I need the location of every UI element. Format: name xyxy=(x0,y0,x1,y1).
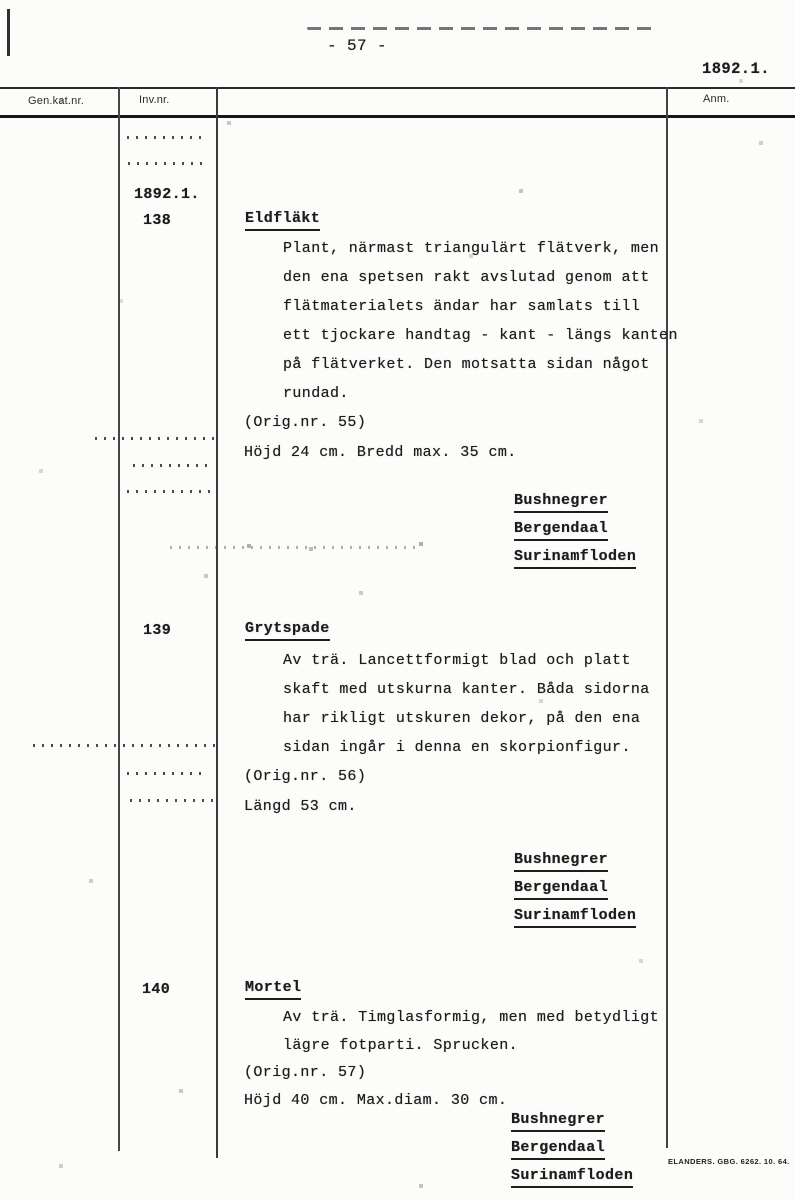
provenance-line: Surinamfloden xyxy=(511,1166,633,1188)
description-line: har rikligt utskuren dekor, på den ena xyxy=(283,710,641,727)
description-line: den ena spetsen rakt avslutad genom att xyxy=(283,269,650,286)
dimensions: Längd 53 cm. xyxy=(244,798,357,815)
provenance-line: Bushnegrer xyxy=(511,1110,605,1132)
column-header-gen-kat-nr: Gen.kat.nr. xyxy=(28,95,85,107)
dotted-leader xyxy=(128,162,202,165)
scan-edge-mark xyxy=(7,9,10,56)
description-line: sidan ingår i denna en skorpionfigur. xyxy=(283,739,631,756)
column-divider-1 xyxy=(118,87,120,1151)
dotted-leader xyxy=(127,772,207,775)
description-line: ett tjockare handtag - kant - längs kanten xyxy=(283,327,678,344)
entry-inv-nr: 139 xyxy=(143,622,172,639)
description-line: Av trä. Timglasformig, men med betydligt xyxy=(283,1009,660,1026)
orig-nr: (Orig.nr. 55) xyxy=(244,414,367,431)
dotted-leader xyxy=(170,546,420,549)
description-line: skaft med utskurna kanter. Båda sidorna xyxy=(283,681,650,698)
description-line: lägre fotparti. Sprucken. xyxy=(283,1037,519,1054)
entry-title: Grytspade xyxy=(245,619,330,641)
dotted-leader xyxy=(95,437,217,440)
description-line: rundad. xyxy=(283,385,349,402)
entry-inv-nr: 138 xyxy=(143,212,172,229)
description-line: Av trä. Lancettformigt blad och platt xyxy=(283,652,631,669)
column-divider-3 xyxy=(666,87,668,1148)
collection-number-top: 1892.1. xyxy=(702,60,770,78)
dotted-leader xyxy=(127,136,207,139)
provenance-line: Bergendaal xyxy=(514,878,608,900)
dotted-leader xyxy=(133,464,207,467)
orig-nr: (Orig.nr. 57) xyxy=(244,1064,367,1081)
dimensions: Höjd 24 cm. Bredd max. 35 cm. xyxy=(244,444,517,461)
provenance-line: Bergendaal xyxy=(514,519,608,541)
entry-inv-nr: 140 xyxy=(142,981,171,998)
description-line: på flätverket. Den motsatta sidan något xyxy=(283,356,650,373)
dimensions: Höjd 40 cm. Max.diam. 30 cm. xyxy=(244,1092,508,1109)
entry-collection-year: 1892.1. xyxy=(134,186,200,203)
column-divider-2 xyxy=(216,87,218,1158)
column-header-anm: Anm. xyxy=(703,93,730,105)
provenance-line: Surinamfloden xyxy=(514,547,636,569)
entry-title: Eldfläkt xyxy=(245,209,320,231)
provenance-line: Bushnegrer xyxy=(514,850,608,872)
orig-nr: (Orig.nr. 56) xyxy=(244,768,367,785)
entry-title: Mortel xyxy=(245,978,301,1000)
dotted-leader xyxy=(127,490,210,493)
scan-artifact-line xyxy=(307,27,655,30)
column-header-inv-nr: Inv.nr. xyxy=(139,94,170,106)
provenance-line: Surinamfloden xyxy=(514,906,636,928)
dotted-leader xyxy=(33,744,217,747)
description-line: Plant, närmast triangulärt flätverk, men xyxy=(283,240,660,257)
printer-mark: ELANDERS. GBG. 6262. 10. 64. xyxy=(668,1157,790,1166)
description-line: flätmaterialets ändar har samlats till xyxy=(283,298,641,315)
provenance-line: Bushnegrer xyxy=(514,491,608,513)
scan-noise-specks xyxy=(0,0,2,2)
dotted-leader xyxy=(130,799,215,802)
page-number: - 57 - xyxy=(327,37,388,55)
provenance-line: Bergendaal xyxy=(511,1138,605,1160)
